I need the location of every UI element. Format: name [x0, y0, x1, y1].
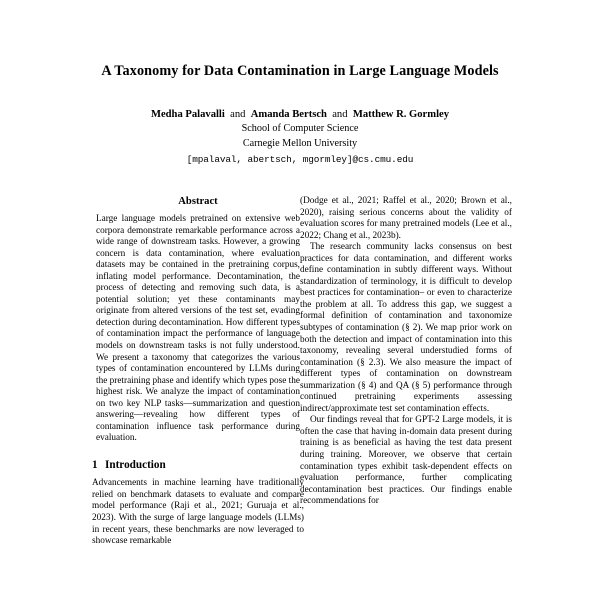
author-name-3: Matthew R. Gormley	[352, 109, 450, 121]
section-title: Introduction	[105, 458, 166, 471]
author-list	[0, 107, 600, 122]
right-column	[300, 196, 512, 600]
abstract-heading: Abstract	[178, 196, 218, 207]
right-paragraph-2: The research community lacks consensus on best practices for data contamination, and different works define contamination in subtly different ways. Without standardization of terminology, it is difficult to develop best practices for contamination– or even to characterize the problem at all. To address this gap, we suggest a formal definition of contamination and taxonomize subtypes of contamination (§ 2). We map prior work on both the detection and impact of contamination into this taxonomy, revealing several understudied forms of contamination (§ 2.3). We also measure the impact of different types of contamination on downstream summarization (§ 4) and QA (§ 5) performance through continued pretraining experiments assessing indirect/approximate test set contamination effects.	[300, 242, 512, 414]
right-paragraph-1: (Dodge et al., 2021; Raffel et al., 2020; Brown et al., 2020), raising serious concerns about the validity of evaluation scores for many pretrained models (Lee et al., 2022; Chang et al., 2023b).	[300, 196, 512, 241]
abstract-body	[96, 214, 300, 445]
author-email: [mpalaval, abertsch, mgormley]@cs.cmu.edu	[186, 154, 414, 166]
left-column	[92, 196, 304, 600]
page-title: A Taxonomy for Data Contamination in Large Language Models	[101, 63, 499, 79]
affiliation-line-2: Carnegie Mellon University	[242, 138, 358, 150]
body-columns	[0, 196, 600, 600]
author-name-2: Amanda Bertsch	[250, 109, 327, 121]
abstract-paragraph: Large language models pretrained on extensive web corpora demonstrate remarkable performance across a wide range of downstream tasks. However, a growing concern is data contamination, where evaluation datasets may be contained in the pretraining corpus, inflating model performance. Decontamination, the process of detecting and removing such data, is a potential solution; yet these contaminants may originate from altered versions of the test set, evading detection during decontamination. How different types of contamination impact the performance of language models on downstream tasks is not fully understood. We present a taxonomy that categorizes the various types of contamination encountered by LLMs during the pretraining phase and identify which types pose the highest risk. We analyze the impact of contamination on two key NLP tasks—summarization and question answering—revealing how different types of contamination influence task performance during evaluation.	[96, 214, 300, 444]
author-separator-1: and	[230, 109, 246, 121]
affiliation-line-1: School of Computer Science	[241, 123, 359, 135]
author-separator-2: and	[332, 109, 348, 121]
section-number: 1	[92, 458, 98, 471]
author-name-1: Medha Palavalli	[150, 109, 225, 121]
title-block	[0, 0, 600, 165]
intro-paragraph-1: Advancements in machine learning have traditionally relied on benchmark datasets to evaluate and compare model performance (Raji et al., 2021; Guruaja et al., 2023). With the surge of large language models (LLMs) in recent years, these benchmarks are now leveraged to showcase remarkable	[92, 478, 304, 547]
section-heading-introduction	[92, 459, 304, 472]
right-paragraph-3: Our findings reveal that for GPT-2 Large models, it is often the case that having in-domain data present during training is as beneficial as having the test data present during training. Moreover, we observe that certain contamination types exhibit task-dependent effects on evaluation performance, further complicating decontamination best practices. Our findings enable recommendations for	[300, 415, 512, 507]
